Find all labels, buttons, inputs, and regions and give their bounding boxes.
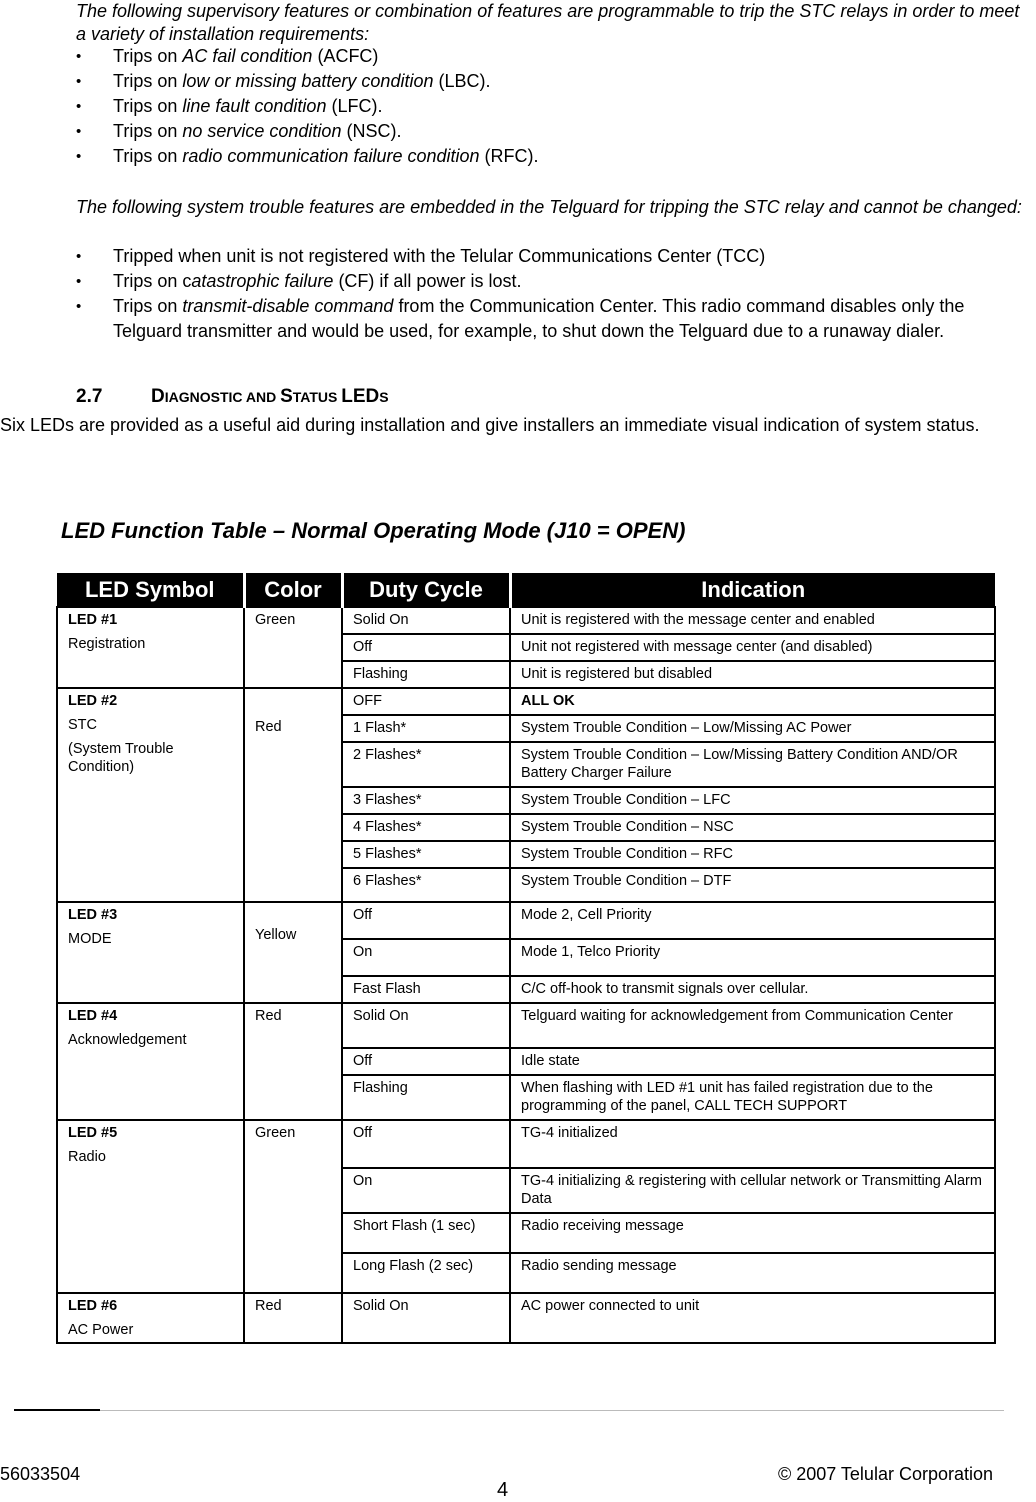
indication-cell: System Trouble Condition – Low/Missing Battery Condition AND/OR Battery Charger Failure xyxy=(510,742,995,787)
embedded-features-list xyxy=(76,244,1031,344)
bullet-icon: • xyxy=(76,248,82,265)
indication-cell: Unit is registered but disabled xyxy=(510,661,995,688)
duty-cycle-cell: Off xyxy=(342,1120,510,1168)
bullet-icon: • xyxy=(76,98,82,115)
duty-cycle-cell: Flashing xyxy=(342,1075,510,1120)
led-color-cell: Red xyxy=(244,688,342,902)
indication-cell: System Trouble Condition – LFC xyxy=(510,787,995,814)
duty-cycle-cell: 4 Flashes* xyxy=(342,814,510,841)
list-item: • Trips on no service condition (NSC). xyxy=(76,119,1031,144)
duty-cycle-cell: Flashing xyxy=(342,661,510,688)
footer-rule xyxy=(14,1409,100,1411)
led-number: LED #1 xyxy=(68,612,118,628)
duty-cycle-cell: Off xyxy=(342,902,510,939)
duty-cycle-cell: Solid On xyxy=(342,1003,510,1048)
intro-programmable: The following supervisory features or combination of features are programmable to trip the STC relays in order to meet a variety of installation requirements: xyxy=(76,1,1020,44)
duty-cycle-cell: Solid On xyxy=(342,607,510,634)
indication-cell: Mode 1, Telco Priority xyxy=(510,939,995,976)
table-row xyxy=(57,902,995,939)
led-number: LED #4 xyxy=(68,1008,118,1024)
duty-cycle-cell: OFF xyxy=(342,688,510,715)
page-number: 4 xyxy=(497,1479,509,1501)
table-row xyxy=(57,688,995,715)
led-number: LED #6 xyxy=(68,1298,118,1314)
table-title: LED Function Table – Normal Operating Mode (J10 = OPEN) xyxy=(61,518,686,543)
duty-cycle-cell: 3 Flashes* xyxy=(342,787,510,814)
led-symbol-cell xyxy=(57,1003,244,1120)
duty-cycle-cell: Long Flash (2 sec) xyxy=(342,1253,510,1293)
duty-cycle-cell: 2 Flashes* xyxy=(342,742,510,787)
intro-embedded: The following system trouble features are embedded in the Telguard for tripping the STC relay and cannot be changed: xyxy=(76,197,1022,217)
indication-cell: TG-4 initialized xyxy=(510,1120,995,1168)
footer-rule-light xyxy=(100,1410,1004,1411)
led-name: AC Power xyxy=(68,1322,134,1338)
led-number: LED #3 xyxy=(68,907,118,923)
led-color-cell: Red xyxy=(244,1003,342,1120)
led-name: STC xyxy=(68,717,97,733)
section-number: 2.7 xyxy=(76,386,103,407)
table-row xyxy=(57,1120,995,1168)
led-symbol-cell xyxy=(57,688,244,902)
duty-cycle-cell: 5 Flashes* xyxy=(342,841,510,868)
section-heading: 2.7 DIAGNOSTIC AND STATUS LEDS xyxy=(76,386,389,407)
led-number: LED #5 xyxy=(68,1125,118,1141)
led-symbol-cell xyxy=(57,1120,244,1293)
duty-cycle-cell: 1 Flash* xyxy=(342,715,510,742)
indication-cell: Unit not registered with message center (and disabled) xyxy=(510,634,995,661)
copyright: © 2007 Telular Corporation xyxy=(777,1464,993,1484)
programmable-features-list xyxy=(76,44,1031,169)
list-item: • Trips on radio communication failure condition (RFC). xyxy=(76,144,1031,169)
list-item: • Tripped when unit is not registered with the Telular Communications Center (TCC) xyxy=(76,244,1031,269)
duty-cycle-cell: Off xyxy=(342,634,510,661)
led-name: Acknowledgement xyxy=(68,1032,187,1048)
indication-cell: System Trouble Condition – NSC xyxy=(510,814,995,841)
duty-cycle-cell: Short Flash (1 sec) xyxy=(342,1213,510,1253)
list-item: • Trips on low or missing battery condition (LBC). xyxy=(76,69,1031,94)
section-paragraph: Six LEDs are provided as a useful aid during installation and give installers an immediate visual indication of system status. xyxy=(0,415,980,435)
indication-cell: System Trouble Condition – Low/Missing AC Power xyxy=(510,715,995,742)
duty-cycle-cell: On xyxy=(342,939,510,976)
led-color-cell: Red xyxy=(244,1293,342,1343)
led-function-table xyxy=(56,573,996,1344)
table-row xyxy=(57,1003,995,1048)
table-row xyxy=(57,1293,995,1343)
indication-cell: ALL OK xyxy=(510,688,995,715)
indication-cell: Radio receiving message xyxy=(510,1213,995,1253)
indication-cell: Unit is registered with the message center and enabled xyxy=(510,607,995,634)
led-symbol-cell xyxy=(57,607,244,688)
duty-cycle-cell: Fast Flash xyxy=(342,976,510,1003)
duty-cycle-cell: Off xyxy=(342,1048,510,1075)
indication-cell: AC power connected to unit xyxy=(510,1293,995,1343)
led-name: (System Trouble Condition) xyxy=(68,741,174,775)
led-color-cell: Green xyxy=(244,607,342,688)
document-number: 56033504 xyxy=(0,1464,81,1484)
bullet-icon: • xyxy=(76,123,82,140)
header-indication: Indication xyxy=(510,573,995,607)
led-name: MODE xyxy=(68,931,112,947)
bullet-icon: • xyxy=(76,48,82,65)
indication-cell: When flashing with LED #1 unit has failed registration due to the programming of the panel, CALL TECH SUPPORT xyxy=(510,1075,995,1120)
list-item: • Trips on AC fail condition (ACFC) xyxy=(76,44,1031,69)
led-color-cell: Green xyxy=(244,1120,342,1293)
led-name: Radio xyxy=(68,1149,106,1165)
duty-cycle-cell: Solid On xyxy=(342,1293,510,1343)
led-color-cell: Yellow xyxy=(244,902,342,1003)
duty-cycle-cell: 6 Flashes* xyxy=(342,868,510,902)
header-color: Color xyxy=(244,573,342,607)
led-symbol-cell xyxy=(57,1293,244,1343)
list-item: • Trips on catastrophic failure (CF) if all power is lost. xyxy=(76,269,1031,294)
header-duty-cycle: Duty Cycle xyxy=(342,573,510,607)
list-item: • Trips on line fault condition (LFC). xyxy=(76,94,1031,119)
led-number: LED #2 xyxy=(68,693,118,709)
indication-cell: Mode 2, Cell Priority xyxy=(510,902,995,939)
table-row xyxy=(57,607,995,634)
list-item: • Trips on transmit-disable command from the Communication Center. This radio command disables only the Telguard transmitter and would be used, for example, to shut down the Telguard due to a runaway dialer. xyxy=(76,296,965,341)
indication-cell: System Trouble Condition – RFC xyxy=(510,841,995,868)
indication-cell: Idle state xyxy=(510,1048,995,1075)
indication-cell: System Trouble Condition – DTF xyxy=(510,868,995,902)
indication-cell: C/C off-hook to transmit signals over cellular. xyxy=(510,976,995,1003)
bullet-icon: • xyxy=(76,298,82,315)
duty-cycle-cell: On xyxy=(342,1168,510,1213)
bullet-icon: • xyxy=(76,73,82,90)
indication-cell: Telguard waiting for acknowledgement from Communication Center xyxy=(510,1003,995,1048)
led-name: Registration xyxy=(68,636,146,652)
bullet-icon: • xyxy=(76,148,82,165)
indication-cell: TG-4 initializing & registering with cellular network or Transmitting Alarm Data xyxy=(510,1168,995,1213)
indication-cell: Radio sending message xyxy=(510,1253,995,1293)
bullet-icon: • xyxy=(76,273,82,290)
led-symbol-cell xyxy=(57,902,244,1003)
table-header-row xyxy=(57,573,995,607)
header-led-symbol: LED Symbol xyxy=(57,573,244,607)
